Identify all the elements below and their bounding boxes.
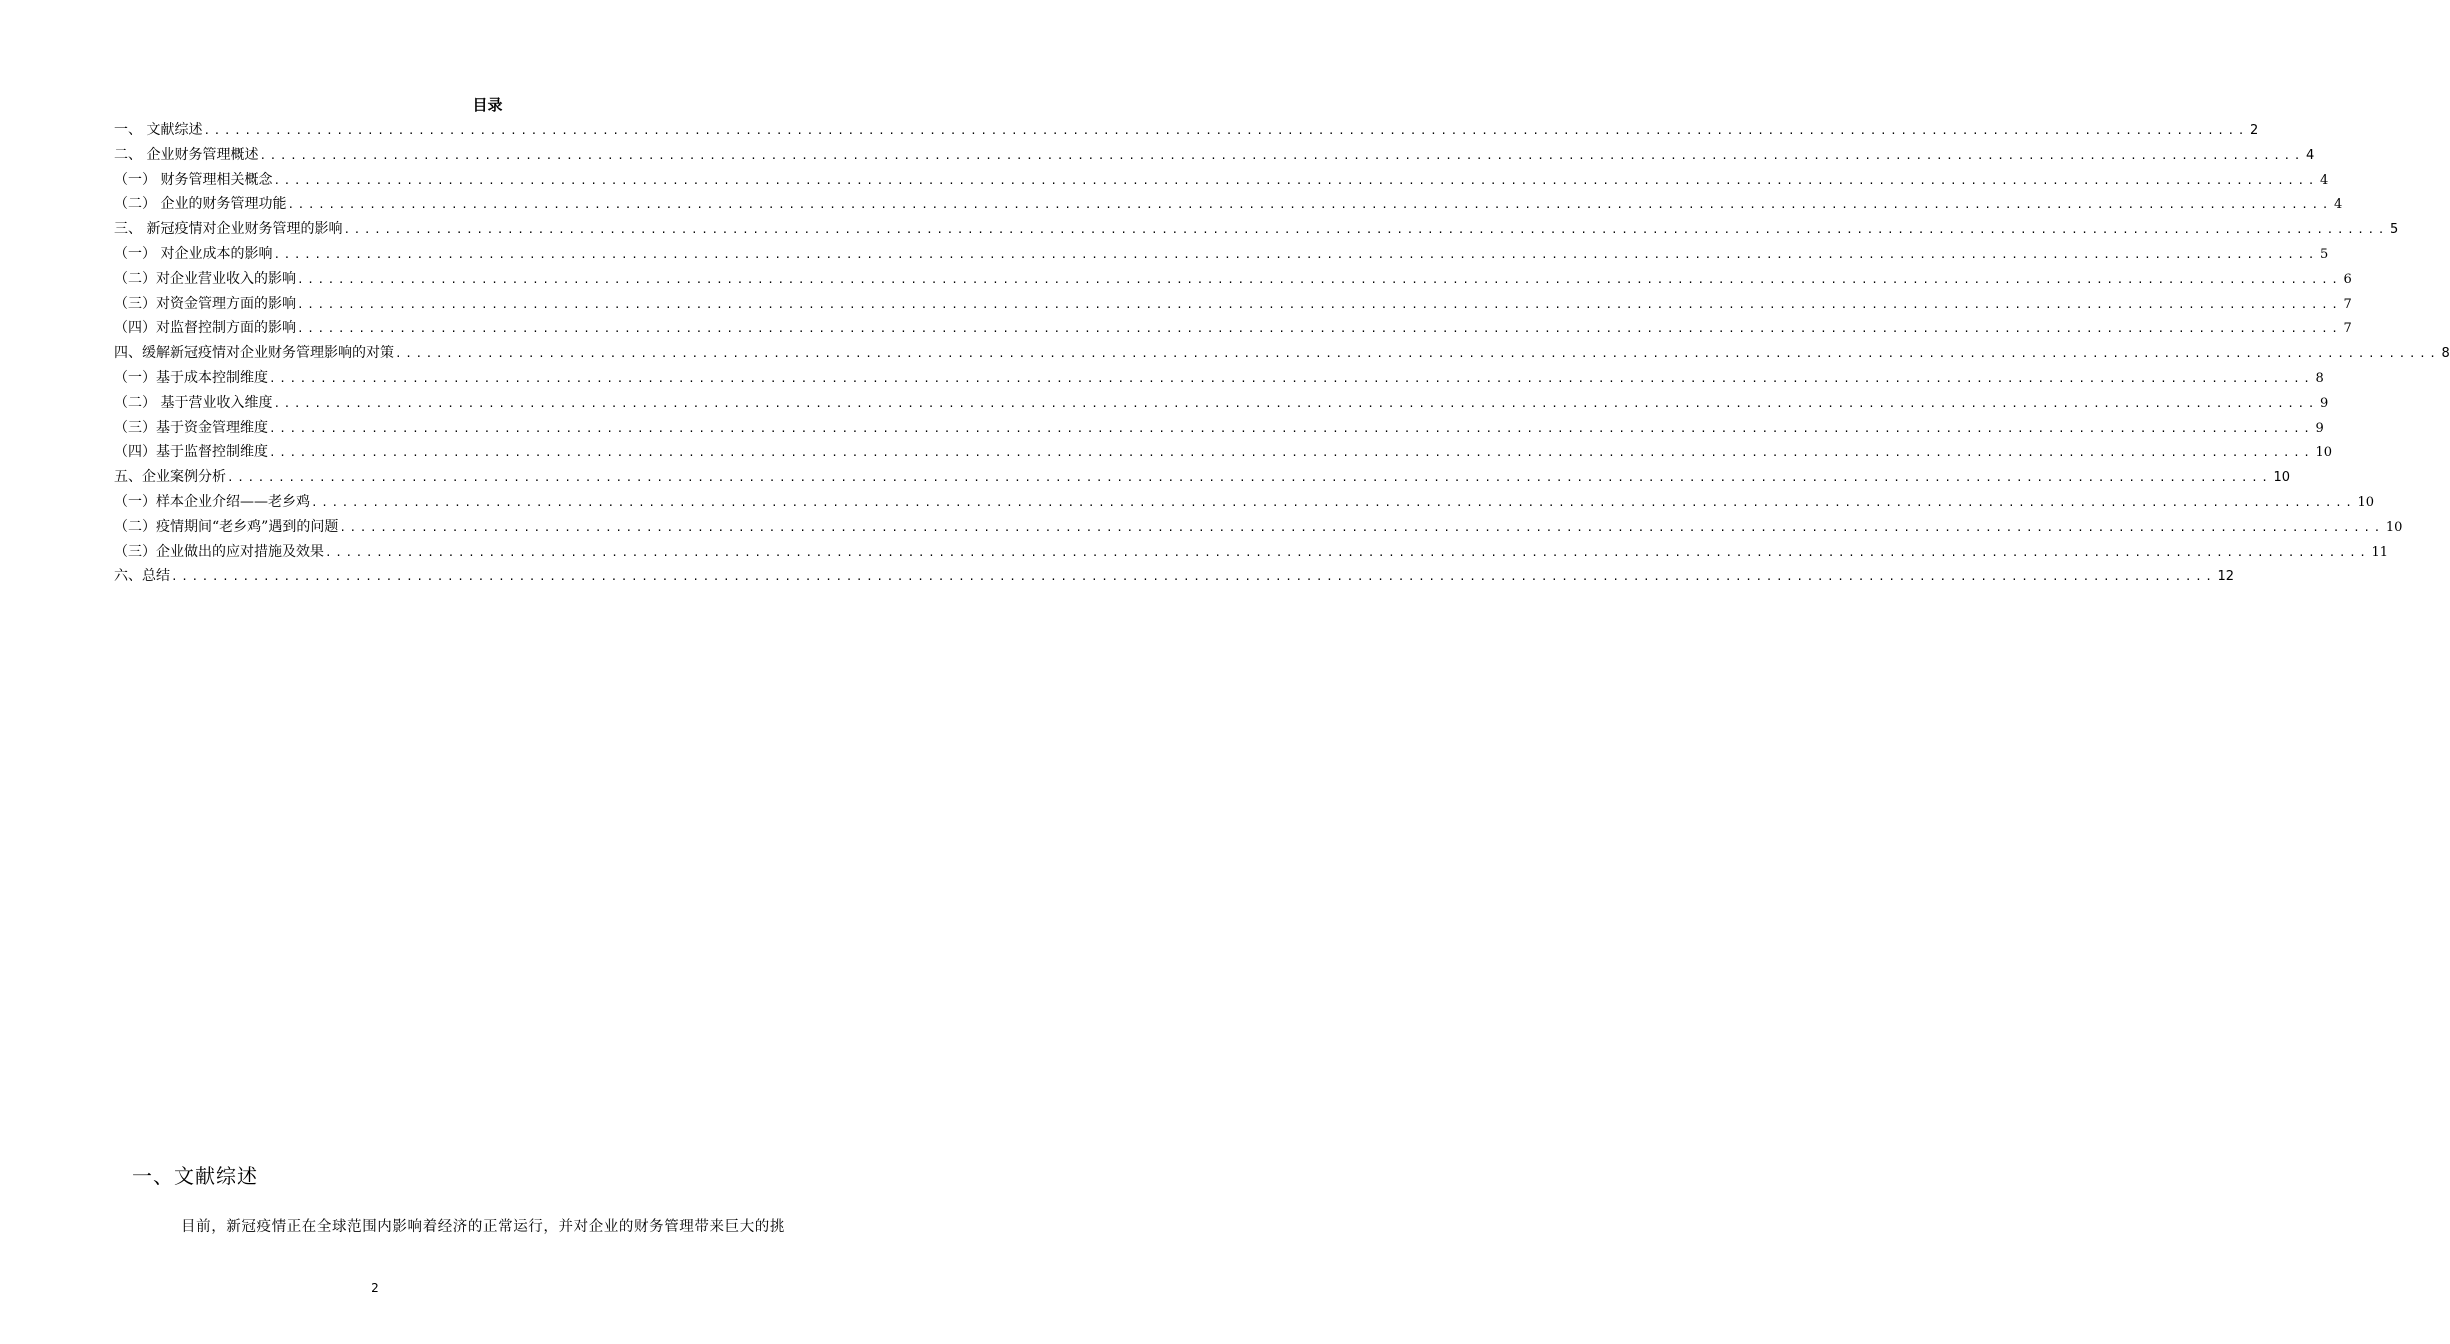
toc-entry[interactable] — [114, 242, 2329, 267]
toc-leader-dots: ........................................................................................................................................................................................................ — [269, 421, 2314, 435]
toc-entry-text: （三）对资金管理方面的影响 — [114, 295, 296, 312]
toc-entry-page: 12 — [2217, 569, 2235, 585]
toc-entry-text: 三、 新冠疫情对企业财务管理的影响 — [114, 221, 343, 238]
toc-entry-page: 7 — [2343, 321, 2352, 337]
toc-entry[interactable] — [114, 416, 2324, 441]
toc-leader-dots: ........................................................................................................................................................................................................ — [203, 124, 2248, 137]
toc-entry-text: （二） 基于营业收入维度 — [114, 394, 273, 411]
toc-entry-page: 10 — [2357, 494, 2375, 510]
toc-entry-page: 2 — [2249, 123, 2259, 138]
toc-entry[interactable] — [114, 267, 2352, 292]
section-heading: 一、文献综述 — [132, 1164, 258, 1188]
toc-leader-dots: ........................................................................................................................................................................................................ — [227, 471, 2272, 485]
toc-entry-text: （三）企业做出的应对措施及效果 — [114, 543, 324, 560]
toc-entry-page: 6 — [2343, 271, 2352, 287]
toc-entry-text: （二）对企业营业收入的影响 — [114, 270, 296, 287]
toc-title: 目录 — [472, 96, 503, 114]
toc-entry[interactable] — [114, 366, 2324, 391]
toc-entry-page: 11 — [2371, 544, 2389, 560]
toc-leader-dots: ........................................................................................................................................................................................................ — [269, 371, 2314, 385]
toc-entry-text: 二、 企业财务管理概述 — [114, 146, 259, 163]
toc-entry-page: 10 — [2315, 445, 2333, 461]
toc-entry[interactable] — [114, 540, 2389, 565]
toc-entry-text: （一）样本企业介绍——老乡鸡 — [114, 493, 310, 510]
toc-entry[interactable] — [114, 316, 2352, 341]
toc-entry-page: 4 — [2333, 197, 2343, 213]
toc-entry-page: 4 — [2305, 147, 2315, 163]
toc-entry-text: （一） 财务管理相关概念 — [114, 171, 273, 188]
toc-entry-text: （一）基于成本控制维度 — [114, 369, 268, 386]
toc-entry[interactable] — [114, 217, 2399, 242]
toc-entry-text: 四、缓解新冠疫情对企业财务管理影响的对策 — [114, 345, 394, 362]
toc-entry-text: 一、 文献综述 — [114, 122, 203, 138]
toc-entry-text: （二）疫情期间“老乡鸡”遇到的问题 — [114, 518, 339, 535]
table-of-contents — [114, 118, 2450, 589]
toc-entry-text: 六、总结 — [114, 568, 170, 585]
toc-entry[interactable] — [114, 118, 2259, 143]
toc-entry[interactable] — [114, 490, 2375, 515]
toc-entry[interactable] — [114, 192, 2343, 217]
toc-leader-dots: ........................................................................................................................................................................................................ — [287, 198, 2332, 212]
toc-leader-dots: ........................................................................................................................................................................................................ — [171, 570, 2216, 584]
toc-leader-dots: ........................................................................................................................................................................................................ — [273, 396, 2318, 410]
toc-entry-page: 10 — [2385, 519, 2403, 535]
toc-entry-page: 8 — [2441, 346, 2450, 362]
toc-entry-text: （一） 对企业成本的影响 — [114, 245, 273, 262]
toc-leader-dots: ........................................................................................................................................................................................................ — [325, 545, 2370, 559]
toc-entry-page: 5 — [2319, 246, 2329, 262]
toc-leader-dots: ........................................................................................................................................................................................................ — [311, 495, 2356, 509]
toc-entry-page: 9 — [2315, 420, 2324, 436]
toc-entry[interactable] — [114, 292, 2352, 317]
toc-leader-dots: ........................................................................................................................................................................................................ — [273, 173, 2318, 187]
toc-entry-page: 4 — [2319, 172, 2329, 188]
toc-entry[interactable] — [114, 440, 2333, 465]
toc-entry[interactable] — [114, 341, 2450, 366]
toc-entry-page: 5 — [2389, 222, 2399, 238]
toc-entry[interactable] — [114, 465, 2291, 490]
toc-entry[interactable] — [114, 564, 2235, 589]
body-paragraph: 目前，新冠疫情正在全球范围内影响着经济的正常运行，并对企业的财务管理带来巨大的挑 — [181, 1219, 785, 1235]
toc-entry[interactable] — [114, 168, 2329, 193]
toc-entry[interactable] — [114, 391, 2329, 416]
toc-leader-dots: ........................................................................................................................................................................................................ — [343, 223, 2388, 237]
toc-leader-dots: ........................................................................................................................................................................................................ — [259, 148, 2304, 162]
toc-entry-page: 7 — [2343, 296, 2352, 312]
toc-entry-page: 8 — [2315, 370, 2324, 386]
toc-entry[interactable] — [114, 515, 2403, 540]
toc-leader-dots: ........................................................................................................................................................................................................ — [297, 297, 2342, 311]
toc-leader-dots: ........................................................................................................................................................................................................ — [297, 322, 2342, 336]
toc-entry-page: 9 — [2319, 395, 2329, 411]
toc-entry-text: （四）基于监督控制维度 — [114, 444, 268, 461]
toc-leader-dots: ........................................................................................................................................................................................................ — [269, 446, 2314, 460]
toc-leader-dots: ........................................................................................................................................................................................................ — [297, 272, 2342, 286]
toc-entry-text: （三）基于资金管理维度 — [114, 419, 268, 436]
toc-leader-dots: ........................................................................................................................................................................................................ — [273, 247, 2318, 261]
toc-entry-text: （四）对监督控制方面的影响 — [114, 320, 296, 337]
toc-entry-text: （二） 企业的财务管理功能 — [114, 196, 287, 213]
toc-entry-page: 10 — [2273, 470, 2291, 486]
toc-entry[interactable] — [114, 143, 2315, 168]
toc-entry-text: 五、企业案例分析 — [114, 469, 226, 486]
toc-leader-dots: ........................................................................................................................................................................................................ — [395, 347, 2440, 361]
toc-leader-dots: ........................................................................................................................................................................................................ — [339, 520, 2384, 534]
page-number: 2 — [371, 1281, 379, 1295]
